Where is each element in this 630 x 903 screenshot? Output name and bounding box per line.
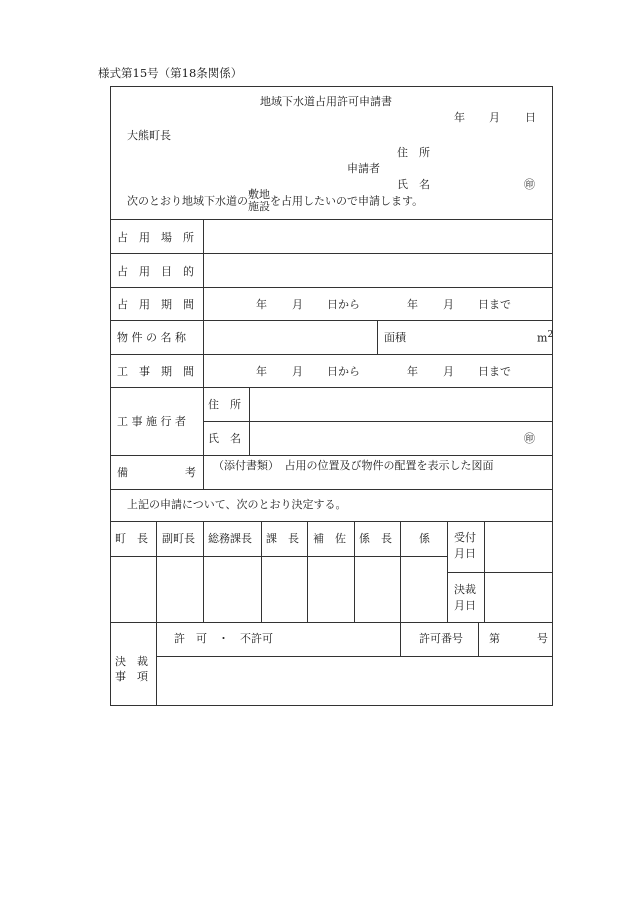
divider <box>110 521 553 522</box>
area-label: 面積 <box>384 331 406 344</box>
approver-mayor: 町 長 <box>115 532 148 545</box>
period-to-year: 年 <box>407 298 418 311</box>
divider <box>400 521 401 622</box>
application-form <box>110 86 553 706</box>
contractor-name-label: 氏 名 <box>208 432 241 445</box>
form-label: 様式第15号（第18条関係） <box>98 66 243 80</box>
divider <box>110 455 553 456</box>
divider <box>156 656 553 657</box>
applicant-label: 申請者 <box>347 162 380 175</box>
decided-date-label-top: 決裁 <box>454 583 476 596</box>
divider <box>447 521 448 622</box>
form-title: 地域下水道占用許可申請書 <box>260 95 392 108</box>
divider <box>110 622 553 623</box>
name-label: 氏 名 <box>397 178 430 191</box>
divider <box>110 320 553 321</box>
divider <box>110 219 553 220</box>
period-to-month: 月 <box>443 298 454 311</box>
divider <box>307 521 308 622</box>
row-label-construction-period: 工 事 期 間 <box>117 365 194 378</box>
statement-before: 次のとおり地域下水道の <box>127 194 248 208</box>
construction-from-year: 年 <box>256 365 267 378</box>
divider <box>156 521 157 706</box>
divider <box>203 219 204 489</box>
construction-from-day: 日から <box>327 365 360 378</box>
divider <box>447 572 553 573</box>
construction-to-day: 日まで <box>478 365 511 378</box>
divider <box>110 287 553 288</box>
approver-deputy-mayor: 副町長 <box>162 532 195 545</box>
contractor-address-label: 住 所 <box>208 398 241 411</box>
seal-mark: ㊞ <box>524 178 535 191</box>
divider <box>110 556 447 557</box>
divider <box>110 489 553 490</box>
divider <box>400 622 401 656</box>
decision-matters-label-bottom: 事 項 <box>115 670 148 683</box>
divider <box>203 421 553 422</box>
approver-unit-chief: 係 長 <box>359 532 392 545</box>
statement-choice-top: 敷地 <box>248 188 270 201</box>
row-label-period: 占 用 期 間 <box>117 298 194 311</box>
divider <box>249 387 250 455</box>
approver-section-chief: 課 長 <box>266 532 299 545</box>
statement-choice-bottom: 施設 <box>248 200 270 213</box>
approver-general-affairs-chief: 総務課長 <box>208 532 252 545</box>
divider <box>484 521 485 622</box>
permission-choice: 許 可 ・ 不許可 <box>174 632 273 645</box>
divider <box>203 521 204 622</box>
decided-date-label-bottom: 月日 <box>454 599 476 612</box>
received-date-label-top: 受付 <box>454 531 476 544</box>
period-to-day: 日まで <box>478 298 511 311</box>
divider <box>110 253 553 254</box>
date-year: 年 <box>454 111 465 124</box>
period-from-month: 月 <box>292 298 303 311</box>
date-month: 月 <box>489 111 500 124</box>
row-label-contractor: 工 事 施 行 者 <box>117 415 186 428</box>
row-label-purpose: 占 用 目 的 <box>117 265 194 278</box>
remarks-label-a: 備 <box>117 466 128 479</box>
row-label-object-name: 物 件 の 名 称 <box>117 331 186 344</box>
decision-statement: 上記の申請について、次のとおり決定する。 <box>127 498 347 511</box>
divider <box>377 320 378 354</box>
construction-from-month: 月 <box>292 365 303 378</box>
permit-number-prefix: 第 <box>489 632 500 645</box>
approver-staff: 係 <box>419 532 430 545</box>
construction-to-month: 月 <box>443 365 454 378</box>
construction-to-year: 年 <box>407 365 418 378</box>
permit-number-suffix: 号 <box>537 632 548 645</box>
area-unit <box>537 331 553 344</box>
decision-matters-label-top: 決 裁 <box>115 655 148 668</box>
period-from-year: 年 <box>256 298 267 311</box>
divider <box>110 354 553 355</box>
row-label-place: 占 用 場 所 <box>117 231 194 244</box>
divider <box>110 387 553 388</box>
divider <box>354 521 355 622</box>
area-unit-superscript: 2 <box>547 330 554 340</box>
permit-number-label: 許可番号 <box>419 632 463 645</box>
date-day: 日 <box>525 111 536 124</box>
divider <box>261 521 262 622</box>
period-from-day: 日から <box>327 298 360 311</box>
contractor-seal-mark: ㊞ <box>524 432 535 445</box>
approver-assistant: 補 佐 <box>313 532 346 545</box>
statement-after: を占用したいので申請します。 <box>270 194 424 208</box>
address-label: 住 所 <box>397 146 430 159</box>
application-statement <box>127 189 423 213</box>
remarks-label-b: 考 <box>185 466 196 479</box>
addressee: 大熊町長 <box>127 129 171 142</box>
received-date-label-bottom: 月日 <box>454 547 476 560</box>
divider <box>478 622 479 656</box>
area-unit-base: m <box>537 331 548 345</box>
remarks-text: （添付書類） 占用の位置及び物件の配置を表示した図面 <box>213 459 494 472</box>
